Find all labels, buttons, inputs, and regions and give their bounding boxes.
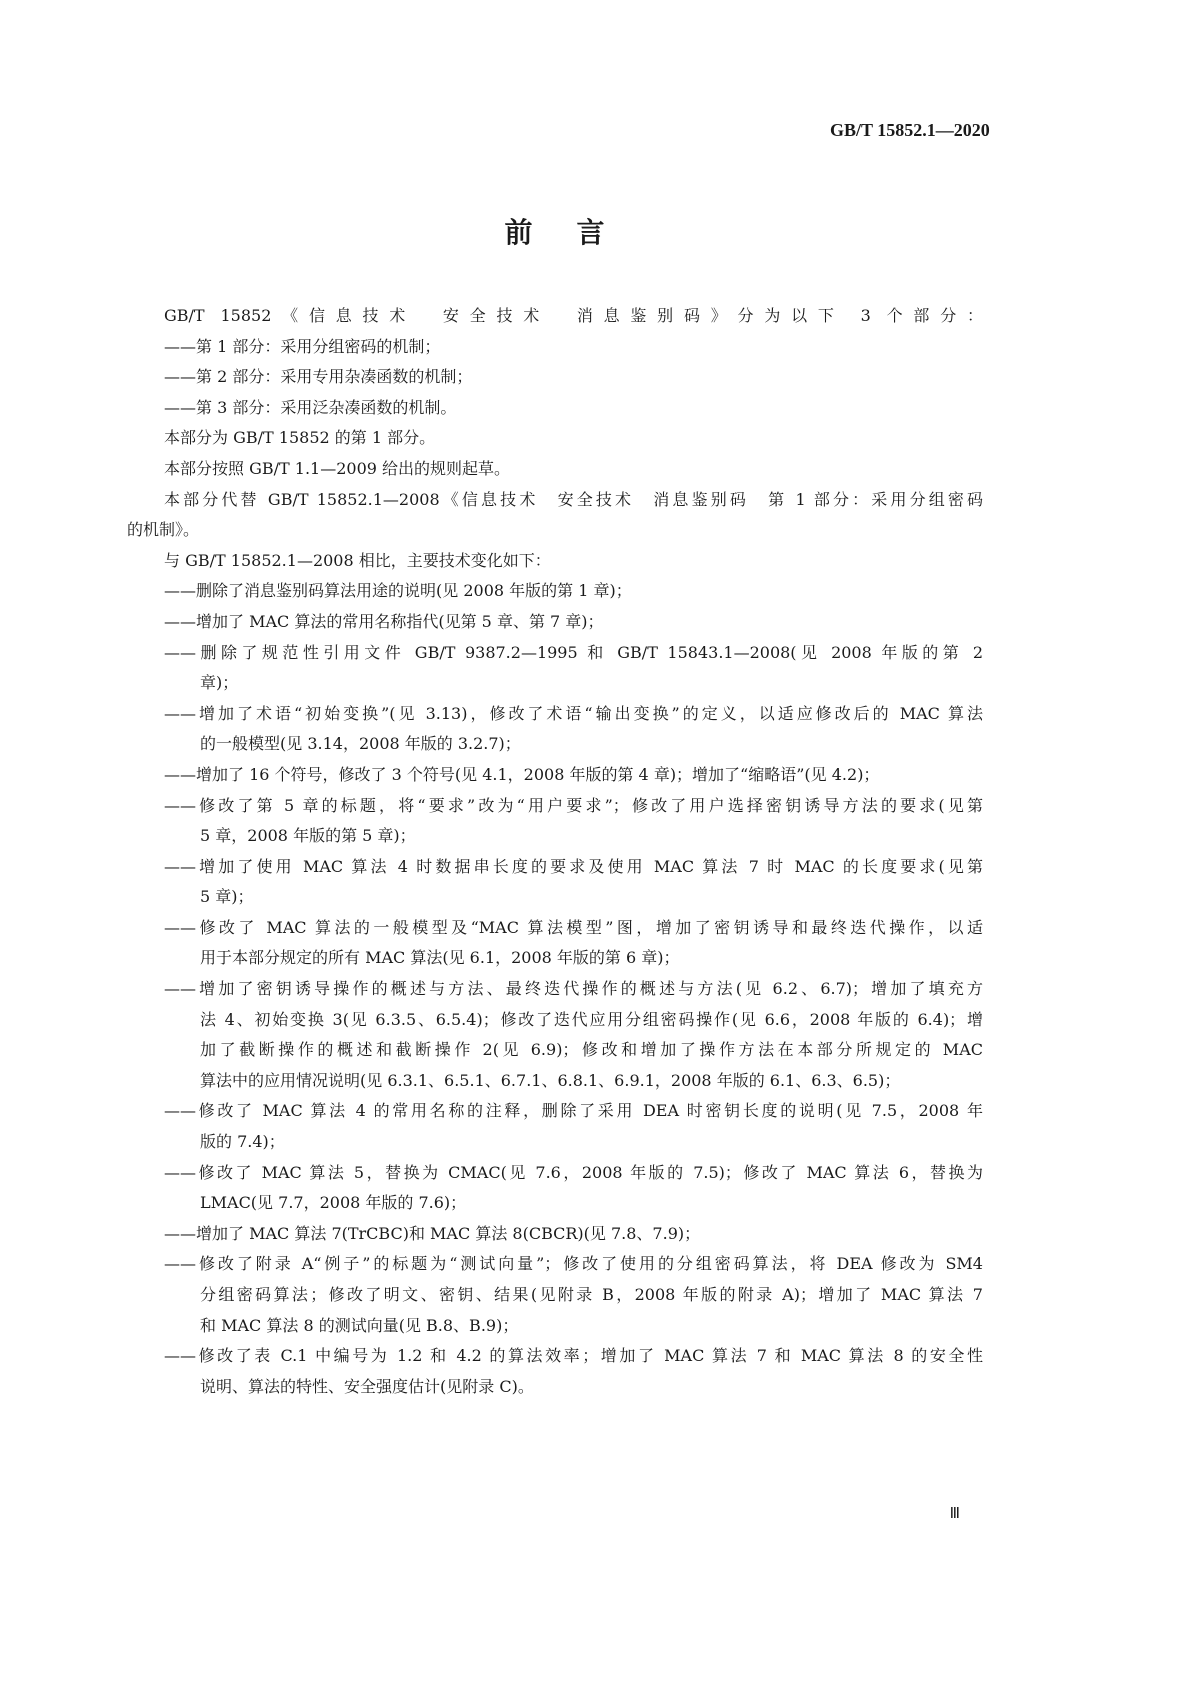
foreword-body	[127, 301, 983, 1402]
text-line: ——删除了规范性引用文件 GB/T 9387.2—1995 和 GB/T 15843.1—2008(见 2008 年版的第 2	[164, 642, 983, 662]
text-line: 分组密码算法；修改了明文、密钥、结果(见附录 B，2008 年版的附录 A)；增加了 MAC 算法 7	[200, 1285, 983, 1304]
text-line: 的一般模型(见 3.14，2008 年版的 3.2.7)；	[200, 734, 521, 754]
text-line: 章)；	[200, 673, 239, 693]
text-line: 说明、算法的特性、安全强度估计(见附录 C)。	[200, 1376, 534, 1396]
page-number: Ⅲ	[949, 1506, 960, 1522]
text-line: 本部分代替 GB/T 15852.1—2008《信息技术 安全技术 消息鉴别码 第 1 部分：采用分组密码	[164, 489, 983, 509]
text-line: ——增加了 16 个符号，修改了 3 个符号(见 4.1，2008 年版的第 4 章)；增加了“缩略语”(见 4.2)；	[164, 764, 880, 784]
text-line: ——修改了 MAC 算法 5，替换为 CMAC(见 7.6，2008 年版的 7.5)；修改了 MAC 算法 6，替换为	[164, 1162, 983, 1182]
text-line: 的机制》。	[127, 520, 200, 540]
text-line: ——删除了消息鉴别码算法用途的说明(见 2008 年版的第 1 章)；	[164, 581, 632, 601]
text-line: 用于本部分规定的所有 MAC 算法(见 6.1，2008 年版的第 6 章)；	[200, 948, 680, 968]
text-line: ——修改了第 5 章的标题，将“要求”改为“用户要求”；修改了用户选择密钥诱导方法的要求(见第	[164, 795, 983, 815]
text-line: 5 章)；	[200, 887, 254, 907]
text-line: 与 GB/T 15852.1—2008 相比，主要技术变化如下：	[164, 550, 551, 570]
text-line: ——修改了表 C.1 中编号为 1.2 和 4.2 的算法效率；增加了 MAC 算法 7 和 MAC 算法 8 的安全性	[164, 1346, 983, 1366]
text-line: 本部分为 GB/T 15852 的第 1 部分。	[164, 428, 436, 448]
text-line: ——修改了 MAC 算法的一般模型及“MAC 算法模型”图，增加了密钥诱导和最终迭代操作，以适	[164, 917, 983, 937]
text-line: ——修改了 MAC 算法 4 的常用名称的注释，删除了采用 DEA 时密钥长度的说明(见 7.5，2008 年	[164, 1101, 983, 1121]
text-line: ——第 3 部分：采用泛杂凑函数的机制。	[164, 397, 457, 417]
text-line: 5 章，2008 年版的第 5 章)；	[200, 826, 416, 846]
text-line: 本部分按照 GB/T 1.1—2009 给出的规则起草。	[164, 458, 511, 478]
standard-code: GB/T 15852.1—2020	[830, 120, 990, 140]
title-char-2: 言	[576, 216, 609, 249]
text-line: 加了截断操作的概述和截断操作 2(见 6.9)；修改和增加了操作方法在本部分所规定的 MAC	[200, 1040, 983, 1060]
text-line: 算法中的应用情况说明(见 6.3.1、6.5.1、6.7.1、6.8.1、6.9.1，2008 年版的 6.1、6.3、6.5)；	[200, 1070, 901, 1090]
text-line: LMAC(见 7.7，2008 年版的 7.6)；	[200, 1193, 467, 1213]
text-line: ——第 1 部分：采用分组密码的机制；	[164, 336, 441, 356]
text-line: ——增加了 MAC 算法的常用名称指代(见第 5 章、第 7 章)；	[164, 611, 604, 631]
text-line: ——第 2 部分：采用专用杂凑函数的机制；	[164, 367, 473, 387]
text-line: 和 MAC 算法 8 的测试向量(见 B.8、B.9)；	[200, 1315, 519, 1335]
text-line: ——修改了附录 A“例子”的标题为“测试向量”；修改了使用的分组密码算法，将 DEA 修改为 SM4	[164, 1254, 983, 1274]
title-char-1: 前	[504, 216, 537, 249]
text-line: ——增加了密钥诱导操作的概述与方法、最终迭代操作的概述与方法(见 6.2、6.7)；增加了填充方	[164, 979, 983, 999]
text-line: ——增加了 MAC 算法 7(TrCBC)和 MAC 算法 8(CBCR)(见 7.8、7.9)；	[164, 1223, 701, 1243]
page-title	[0, 211, 1113, 251]
text-line: GB/T 15852《信息技术 安全技术 消息鉴别码》分为以下 3 个部分：	[164, 306, 983, 325]
text-line: ——增加了使用 MAC 算法 4 时数据串长度的要求及使用 MAC 算法 7 时 MAC 的长度要求(见第	[164, 856, 983, 876]
text-line: 法 4、初始变换 3(见 6.3.5、6.5.4)；修改了迭代应用分组密码操作(见 6.6，2008 年版的 6.4)；增	[200, 1009, 983, 1029]
text-line: ——增加了术语“初始变换”(见 3.13)，修改了术语“输出变换”的定义，以适应修改后的 MAC 算法	[164, 703, 983, 723]
text-line: 版的 7.4)；	[200, 1132, 285, 1152]
